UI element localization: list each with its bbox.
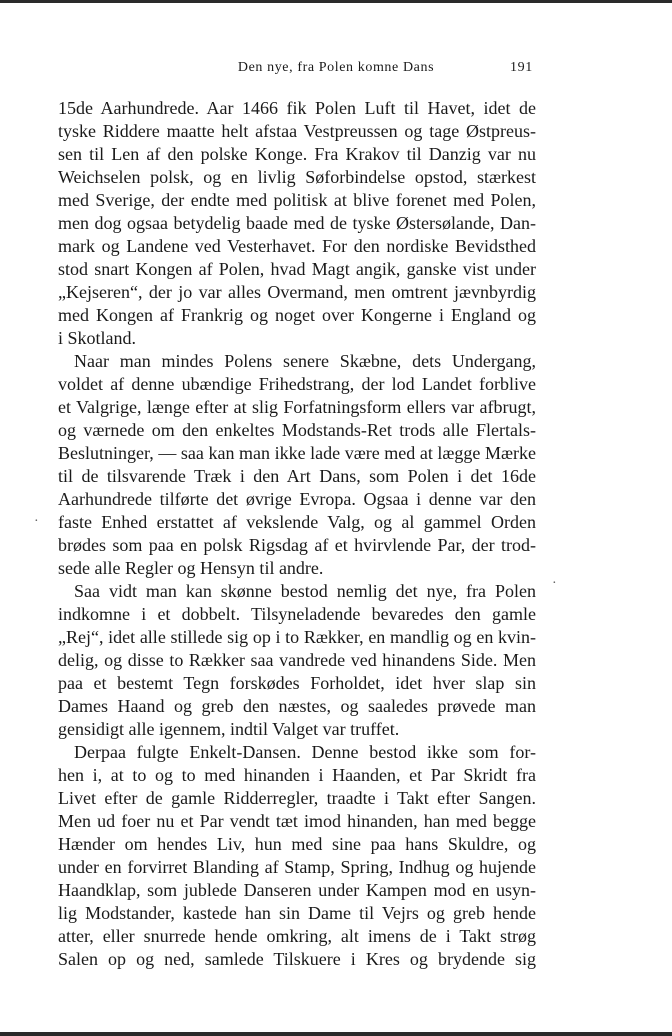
text-line: delig, og disse to Rækker saa vandrede ved hinandens Side. Men xyxy=(58,650,536,670)
text-line: i Skotland. xyxy=(58,328,137,348)
page-number: 191 xyxy=(510,60,533,75)
text-line: Naar man mindes Polens senere Skæbne, dets Undergang, xyxy=(74,351,536,371)
text-line: et Valgrige, længe efter at slig Forfatningsform ellers var afbrugt, xyxy=(58,397,536,417)
text-line: voldet af denne ubændige Frihedstrang, der lod Landet forblive xyxy=(58,374,536,394)
text-line: paa et bestemt Tegn forskødes Forholdet, idet hver slap sin xyxy=(58,673,536,693)
text-line: Beslutninger, — saa kan man ikke lade være med at lægge Mærke xyxy=(58,443,536,463)
text-line: men dog ogsaa betydelig baade med de tyske Østersølande, Dan- xyxy=(58,213,536,233)
text-line: tyske Riddere maatte helt afstaa Vestpreussen og tage Østpreus- xyxy=(58,121,536,141)
running-title: Den nye, fra Polen komne Dans xyxy=(237,60,435,75)
text-line: „Kejseren“, der jo var alles Overmand, men omtrent jævnbyrdig xyxy=(58,282,536,302)
text-line: under en forvirret Blanding af Stamp, Spring, Indhug og hujende xyxy=(58,857,536,877)
text-line: Aarhundrede tilførte det øvrige Evropa. Ogsaa i denne var den xyxy=(58,489,536,509)
text-line: faste Enhed erstattet af vekslende Valg, og al gammel Orden xyxy=(58,512,536,532)
text-line: Men ud foer nu et Par vendt tæt imod hinanden, han med begge xyxy=(58,811,536,831)
text-line: brødes som paa en polsk Rigsdag af et hvirvlende Par, der trod- xyxy=(58,535,536,555)
text-line: med Sverige, der endte med politisk at blive forenet med Polen, xyxy=(58,190,536,210)
top-page-edge xyxy=(0,0,672,3)
text-line: Dames Haand og greb den næstes, og saaledes prøvede man xyxy=(58,696,536,716)
text-line: atter, eller snurrede hende omkring, alt imens de i Takt strøg xyxy=(58,926,536,946)
margin-dot: · xyxy=(34,514,39,529)
text-line: 15de Aarhundrede. Aar 1466 fik Polen Luft til Havet, idet de xyxy=(58,98,536,118)
text-line: Weichselen polsk, og en livlig Søforbindelse opstod, stærkest xyxy=(58,167,536,187)
page-header xyxy=(0,60,672,80)
text-line: til de tilsvarende Træk i den Art Dans, som Polen i det 16de xyxy=(58,466,536,486)
text-line: stod snart Kongen af Polen, hvad Magt angik, ganske vist under xyxy=(58,259,536,279)
text-line: og værnede om den enkeltes Modstands-Ret trods alle Flertals- xyxy=(58,420,536,440)
text-line: mark og Landene ved Vesterhavet. For den nordiske Bevidsthed xyxy=(58,236,536,256)
margin-dot: · xyxy=(552,576,557,591)
text-line: Saa vidt man kan skønne bestod nemlig det nye, fra Polen xyxy=(74,581,536,601)
text-line: indkomne i et dobbelt. Tilsyneladende bevaredes den gamle xyxy=(58,604,536,624)
text-line: sen til Len af den polske Konge. Fra Krakov til Danzig var nu xyxy=(58,144,536,164)
text-line: Livet efter de gamle Ridderregler, traadte i Takt efter Sangen. xyxy=(58,788,536,808)
text-line: gensidigt alle igennem, indtil Valget var truffet. xyxy=(58,719,400,739)
text-line: med Kongen af Frankrig og noget over Kongerne i England og xyxy=(58,305,536,325)
text-line: Hænder om hendes Liv, hun med sine paa hans Skuldre, og xyxy=(58,834,536,854)
text-line: sede alle Regler og Hensyn til andre. xyxy=(58,558,324,578)
text-line: Salen op og ned, samlede Tilskuere i Kres og brydende sig xyxy=(58,949,536,969)
text-line: hen i, at to og to med hinanden i Haanden, et Par Skridt fra xyxy=(58,765,536,785)
text-line: Derpaa fulgte Enkelt-Dansen. Denne bestod ikke som for- xyxy=(74,742,536,762)
bottom-page-edge xyxy=(0,1032,672,1036)
text-line: lig Modstander, kastede han sin Dame til Vejrs og greb hende xyxy=(58,903,536,923)
text-line: Haandklap, som jublede Danseren under Kampen mod en usyn- xyxy=(58,880,536,900)
body-text xyxy=(58,97,536,971)
text-line: „Rej“, idet alle stillede sig op i to Rækker, en mandlig og en kvin- xyxy=(58,627,536,647)
